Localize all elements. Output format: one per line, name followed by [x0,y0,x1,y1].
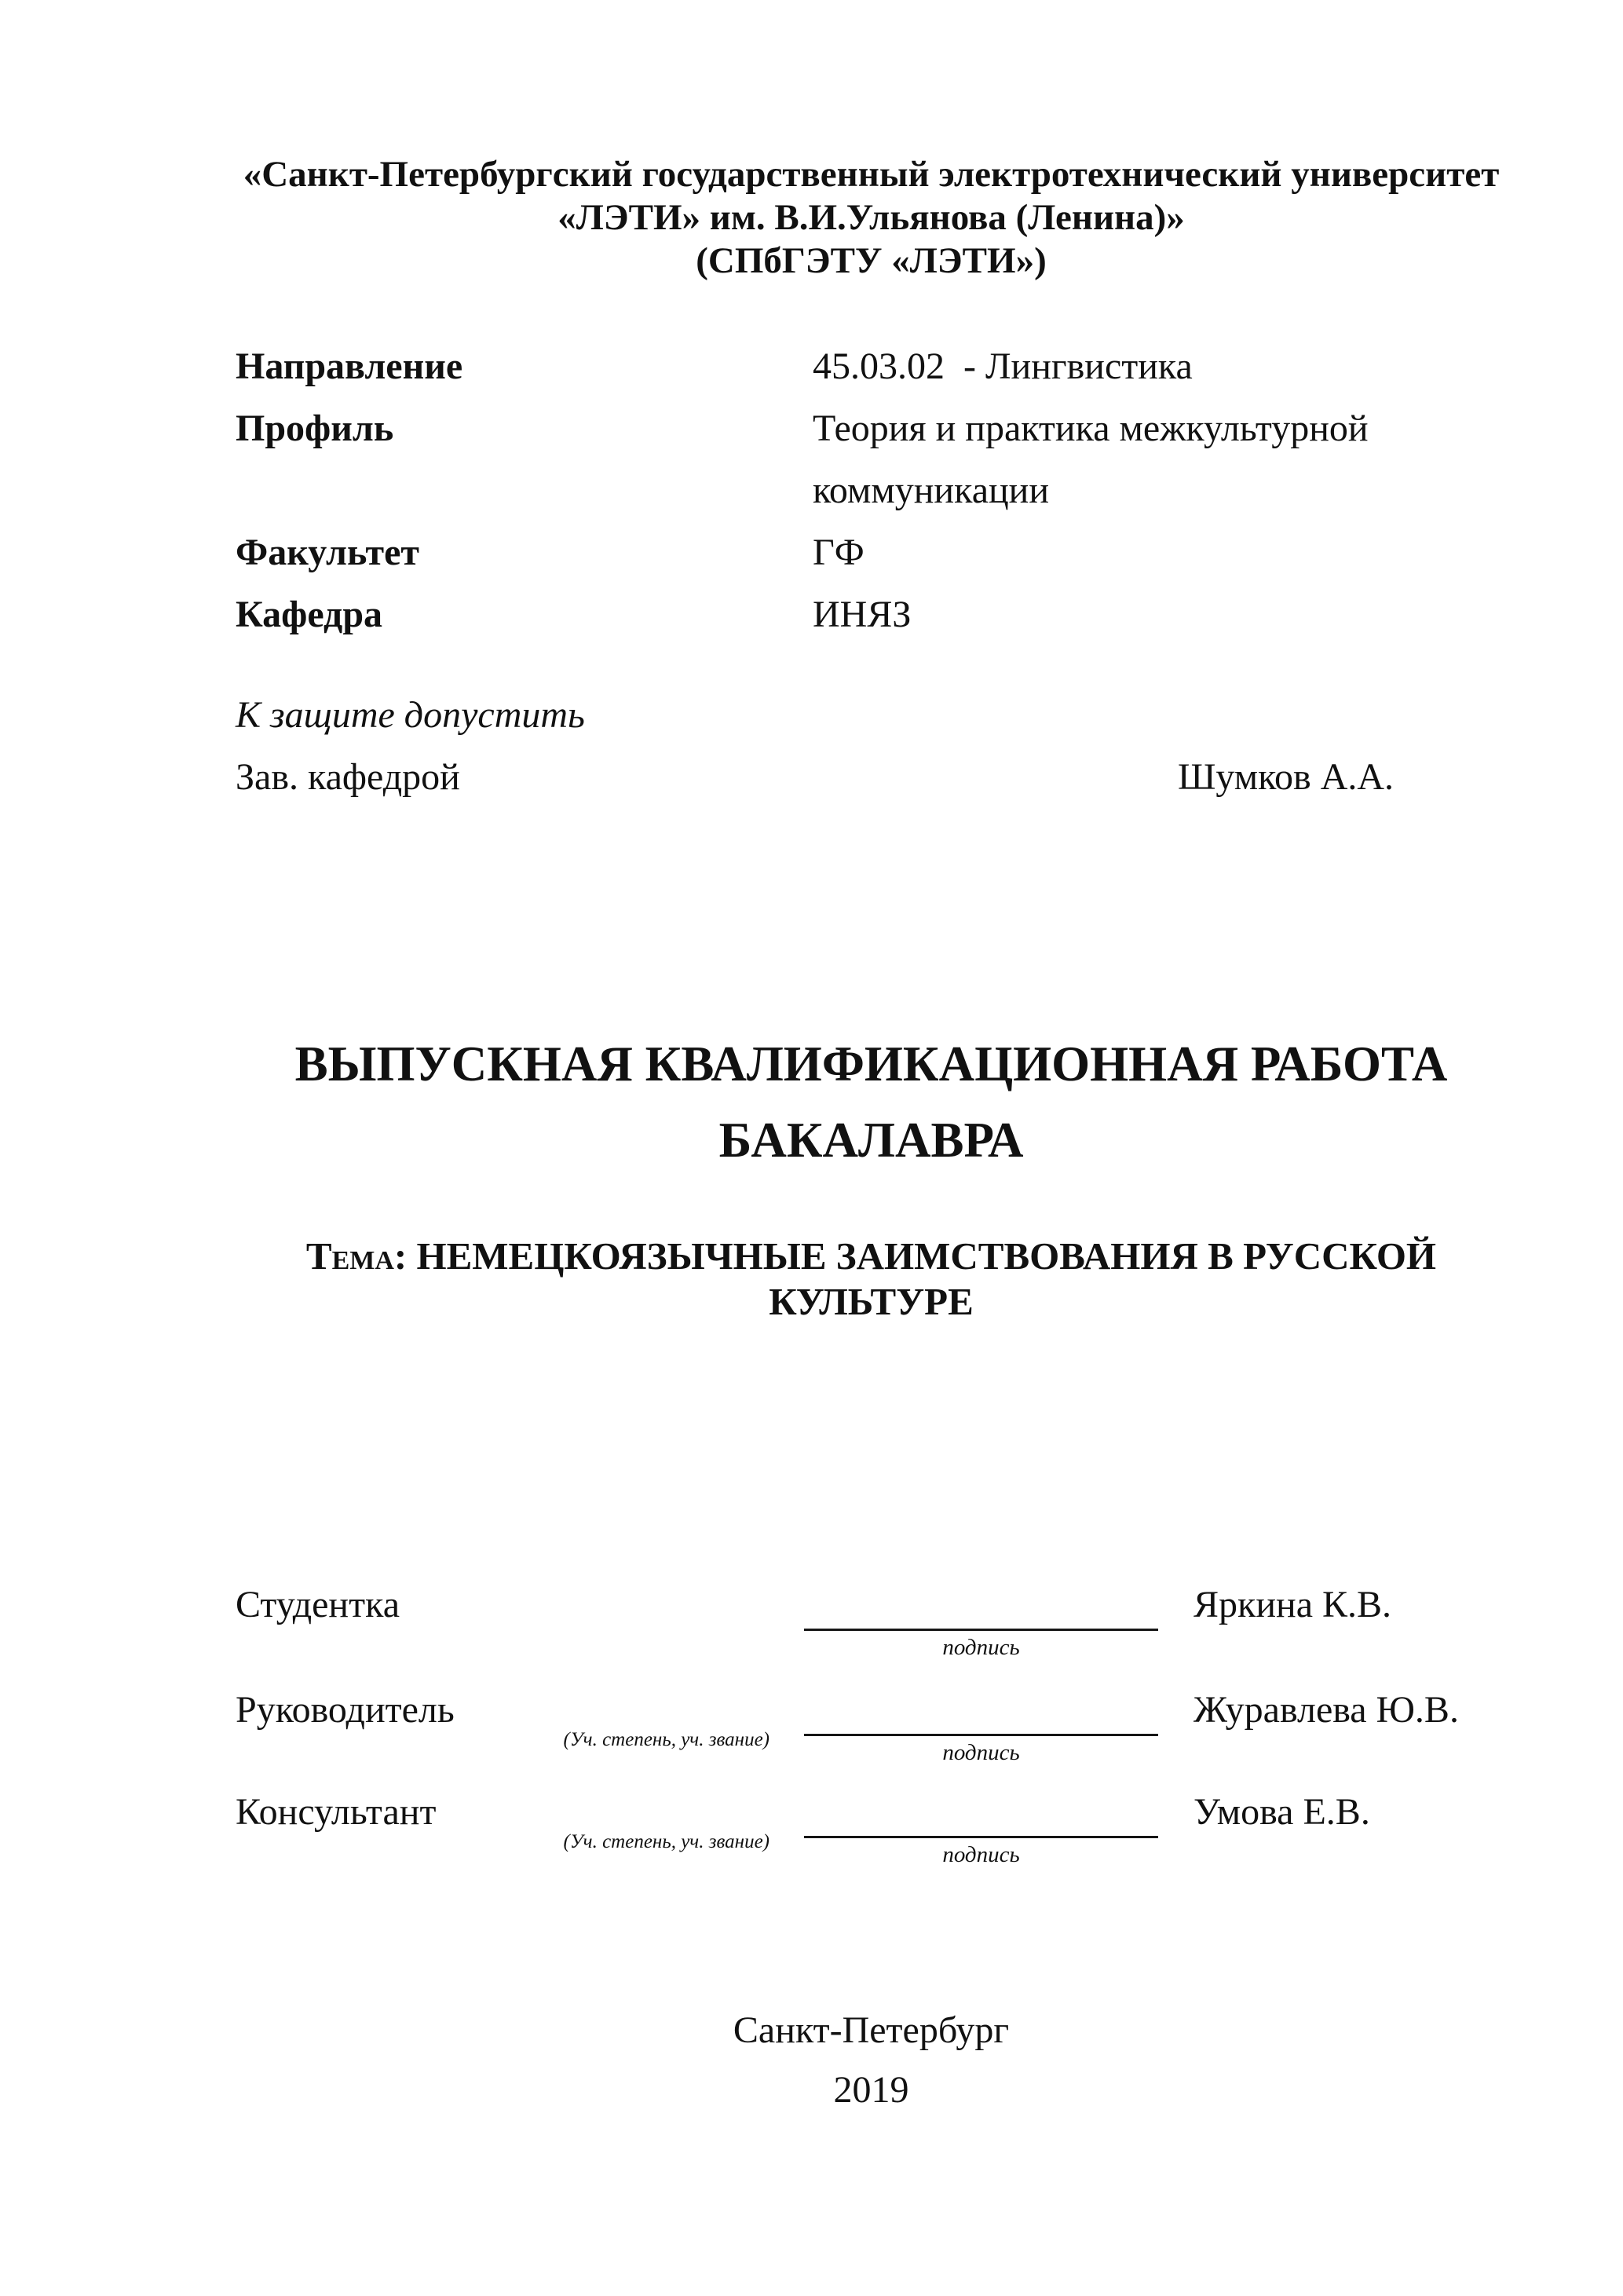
footer-year: 2019 [833,2069,909,2111]
direction-label: Направление [236,345,463,387]
profile-value: Теория и практика межкультурной коммуникации [813,408,1378,511]
field-row-faculty [236,521,1507,583]
field-row-direction [236,335,1507,397]
direction-value: 45.03.02 - Лингвистика [813,345,1193,387]
signature-row-consultant [236,1790,1507,1883]
consultant-name: Умова Е.В. [1193,1791,1370,1833]
department-head-name: Шумков А.А. [1178,756,1395,798]
university-header [236,153,1507,283]
department-label: Кафедра [236,594,383,635]
supervisor-name: Журавлева Ю.В. [1193,1689,1459,1731]
university-name-line-1: «Санкт-Петербургский государственный электротехнический университет [243,154,1500,195]
footer-city: Санкт-Петербург [733,2009,1010,2051]
student-name: Яркина К.В. [1193,1584,1392,1625]
supervisor-signature-caption: подпись [942,1740,1020,1765]
consultant-signature-line [804,1836,1158,1838]
work-title: ВЫПУСКНАЯ КВАЛИФИКАЦИОННАЯ РАБОТА БАКАЛАВРА [294,1036,1448,1168]
university-abbreviation: (СПбГЭТУ «ЛЭТИ») [696,240,1047,281]
profile-label: Профиль [236,408,394,449]
theme-line [236,1234,1507,1325]
faculty-label: Факультет [236,532,419,573]
supervisor-signature-line [804,1734,1158,1736]
department-head-label: Зав. кафедрой [236,756,460,798]
theme-title: НЕМЕЦКОЯЗЫЧНЫЕ ЗАИМСТВОВАНИЯ В РУССКОЙ КУЛЬТУРЕ [416,1234,1437,1323]
department-value: ИНЯЗ [813,594,912,635]
theme-label: Тема: [305,1234,408,1278]
footer [236,2001,1507,2120]
consultant-degree-hint: (Уч. степень, уч. звание) [563,1831,769,1852]
admission-block [236,684,1507,808]
supervisor-role-label: Руководитель [236,1689,455,1731]
consultant-signature-caption: подпись [942,1842,1020,1867]
field-row-department [236,583,1507,645]
field-row-profile [236,397,1507,521]
admission-row [236,746,1507,808]
signature-row-student [236,1583,1507,1676]
student-signature-caption: подпись [942,1635,1020,1660]
admission-note: К защите допустить [236,694,585,736]
signature-row-supervisor [236,1688,1507,1781]
faculty-value: ГФ [813,532,865,573]
consultant-role-label: Консультант [236,1791,437,1833]
student-signature-line [804,1629,1158,1631]
supervisor-degree-hint: (Уч. степень, уч. звание) [563,1729,769,1750]
program-fields [236,335,1507,645]
student-role-label: Студентка [236,1584,400,1625]
university-name-line-2: «ЛЭТИ» им. В.И.Ульянова (Ленина)» [557,197,1185,238]
